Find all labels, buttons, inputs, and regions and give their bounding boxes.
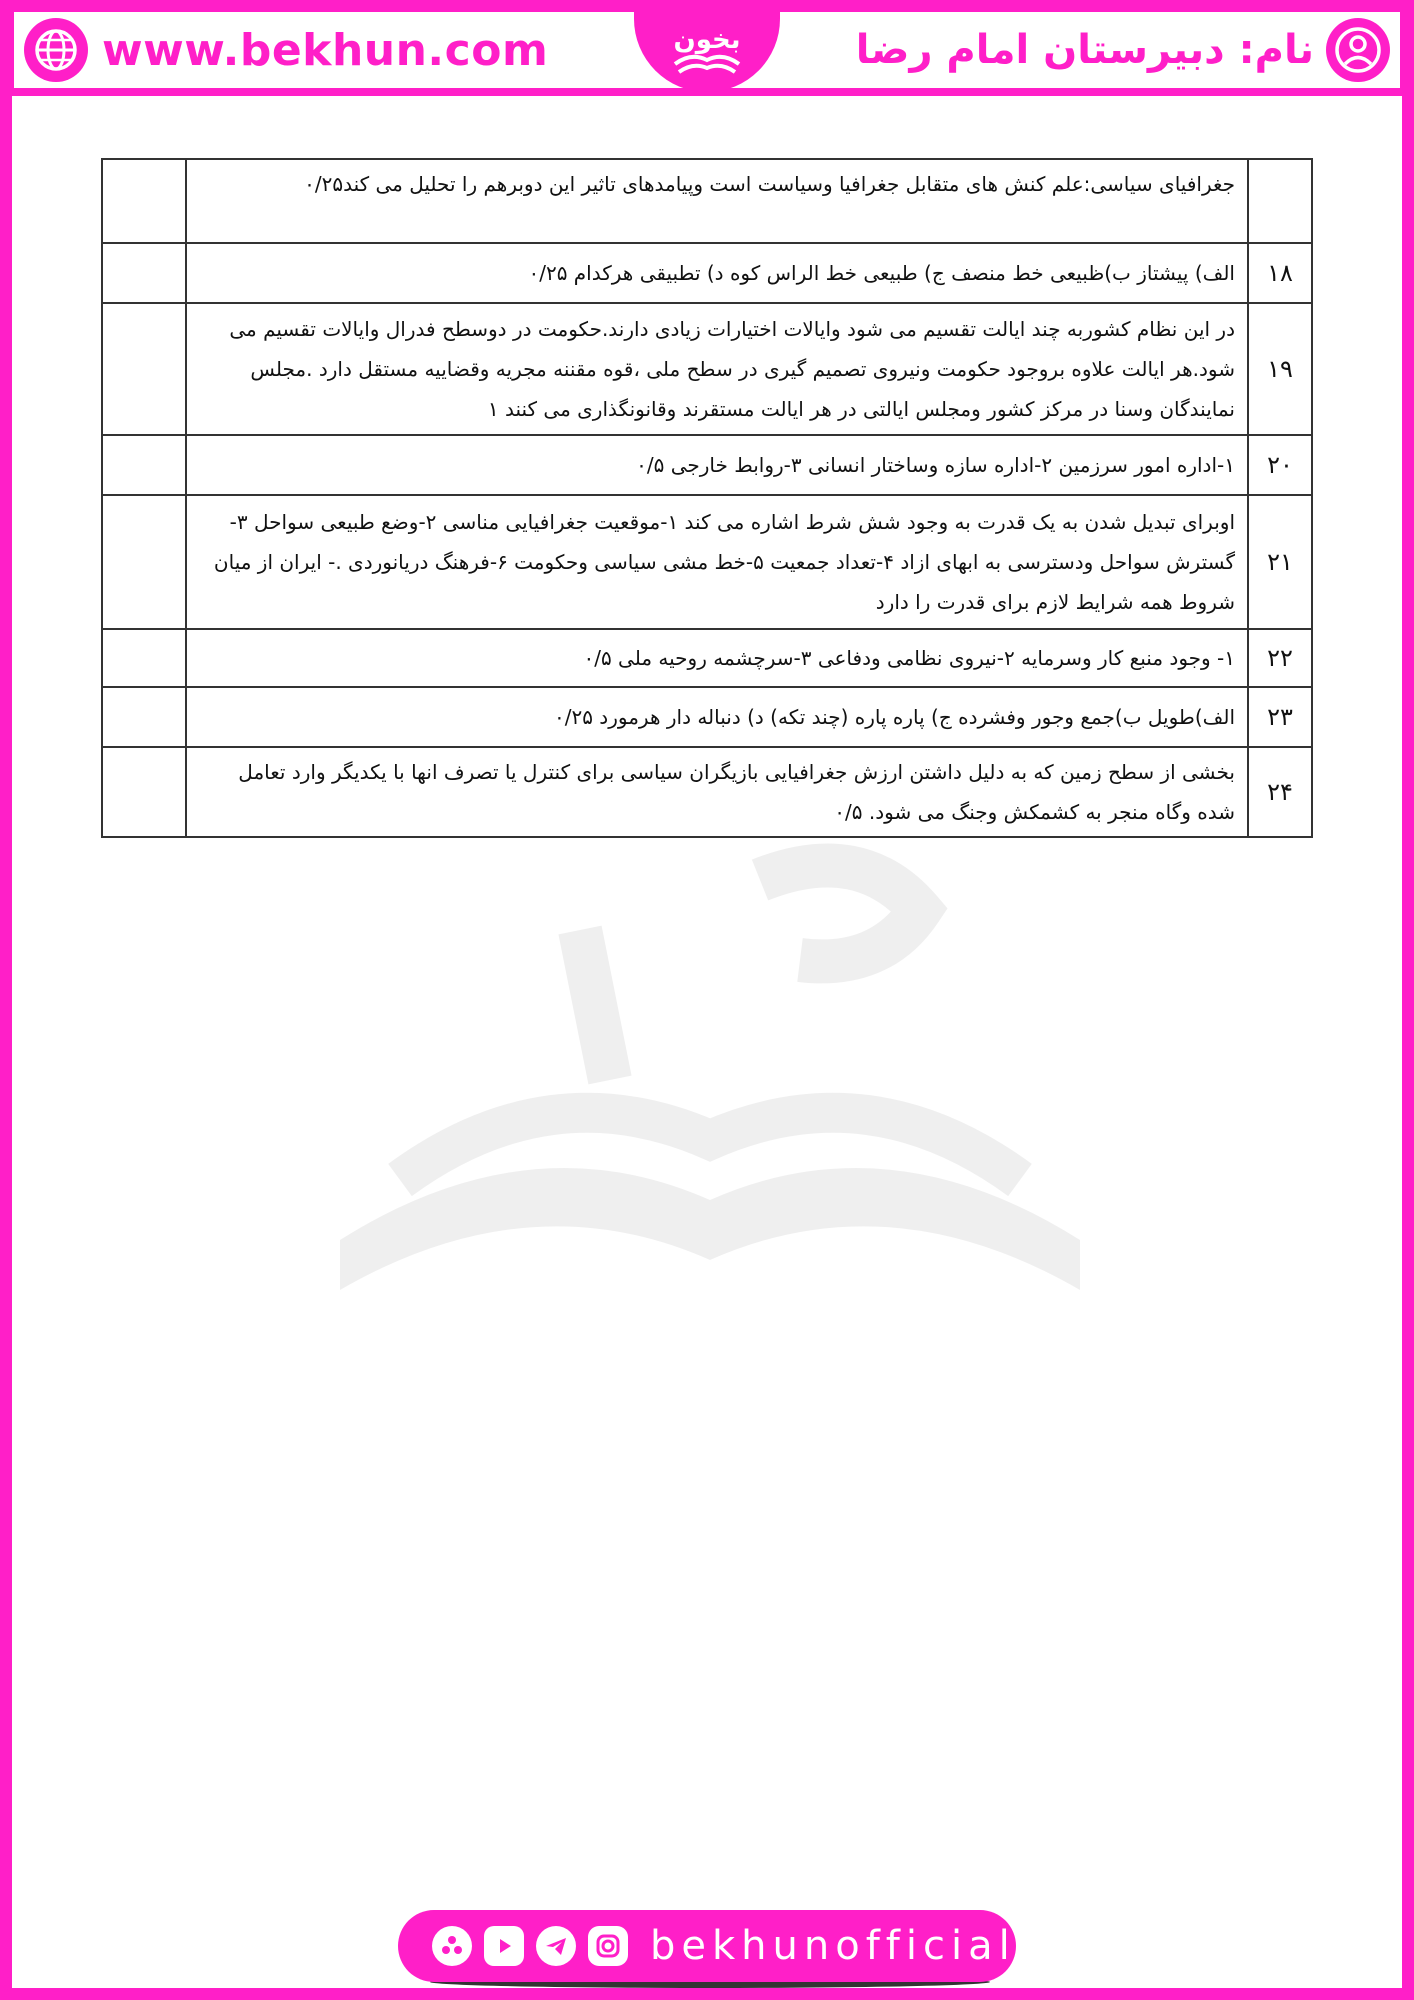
user-icon (1326, 18, 1390, 82)
answer-key-table (101, 158, 1313, 838)
question-number (1248, 159, 1312, 243)
answer-text: الف)طویل ب)جمع وجور وفشرده ج) پاره پاره (چند تکه) د) دنباله دار هرمورد ۰/۲۵ (186, 687, 1248, 747)
score-cell (102, 687, 186, 747)
castbox-icon[interactable] (432, 1926, 472, 1966)
score-cell (102, 435, 186, 495)
question-number: ۲۱ (1248, 495, 1312, 629)
social-handle[interactable]: bekhunofficial (650, 1923, 1016, 1969)
question-number: ۲۰ (1248, 435, 1312, 495)
school-header (856, 18, 1390, 82)
table-row (102, 159, 1312, 243)
answer-text: الف) پیشتاز ب)ظبیعی خط منصف ج) طبیعی خط الراس کوه د) تطبیقی هرکدام ۰/۲۵ (186, 243, 1248, 303)
score-cell (102, 303, 186, 435)
question-number: ۱۹ (1248, 303, 1312, 435)
answer-text: بخشی از سطح زمین که به دلیل داشتن ارزش جغرافیایی بازیگران سیاسی برای کنترل یا تصرف انها با یکدیگر وارد تعامل شده وگاه منجر به کشمکش وجنگ می شود. ۰/۵ (186, 747, 1248, 837)
table-row (102, 495, 1312, 629)
telegram-icon[interactable] (536, 1926, 576, 1966)
score-cell (102, 243, 186, 303)
table-row (102, 629, 1312, 687)
question-number: ۲۴ (1248, 747, 1312, 837)
answer-text: ۱-اداره امور سرزمین ۲-اداره سازه وساختار انسانی ۳-روابط خارجی ۰/۵ (186, 435, 1248, 495)
answer-text: جغرافیای سیاسی:علم کنش های متقابل جغرافیا وسیاست است وپیامدهای تاثیر این دوبرهم را تحلیل می کند۰/۲۵ (186, 159, 1248, 243)
question-number: ۲۲ (1248, 629, 1312, 687)
answer-text: اوبرای تبدیل شدن به یک قدرت به وجود شش شرط اشاره می کند ۱-موقعیت جغرافیایی مناسی ۲-وضع طبیعی سواحل ۳-گسترش سواحل ودسترسی به ابهای ازاد ۴-تعداد جمعیت ۵-خط مشی سیاسی وحکومت ۶-فرهنگ دریانوردی .- ایران از میان شروط همه شرایط لازم برای قدرت را دارد (186, 495, 1248, 629)
question-number: ۲۳ (1248, 687, 1312, 747)
table-row (102, 243, 1312, 303)
answer-text: ۱- وجود منبع کار وسرمایه ۲-نیروی نظامی ودفاعی ۳-سرچشمه روحیه ملی ۰/۵ (186, 629, 1248, 687)
globe-icon (24, 18, 88, 82)
logo-text: بخون (673, 25, 741, 55)
table-row (102, 303, 1312, 435)
table-row (102, 435, 1312, 495)
youtube-icon[interactable] (484, 1926, 524, 1966)
instagram-icon[interactable] (588, 1926, 628, 1966)
site-url[interactable]: www.bekhun.com (102, 24, 549, 76)
question-number: ۱۸ (1248, 243, 1312, 303)
score-cell (102, 747, 186, 837)
school-name: نام: دبیرستان امام رضا (855, 27, 1314, 73)
score-cell (102, 629, 186, 687)
site-link[interactable] (24, 18, 548, 82)
table-row (102, 747, 1312, 837)
social-footer (398, 1910, 1016, 1982)
answer-text: در این نظام کشوربه چند ایالت تقسیم می شود وایالات اختیارات زیادی دارند.حکومت در دوسطح فدرال وایالات تقسیم می شود.هر ایالت علاوه بروجود حکومت ونیروی تصمیم گیری در سطح ملی ،قوه مقننه مجریه وقضاییه مستقل دارد .مجلس نمایندگان وسنا در مرکز کشور ومجلس ایالتی در هر ایالت مستقرند وقانونگذاری می کنند ۱ (186, 303, 1248, 435)
score-cell (102, 495, 186, 629)
score-cell (102, 159, 186, 243)
table-row (102, 687, 1312, 747)
watermark-logo-icon (280, 820, 1140, 1380)
